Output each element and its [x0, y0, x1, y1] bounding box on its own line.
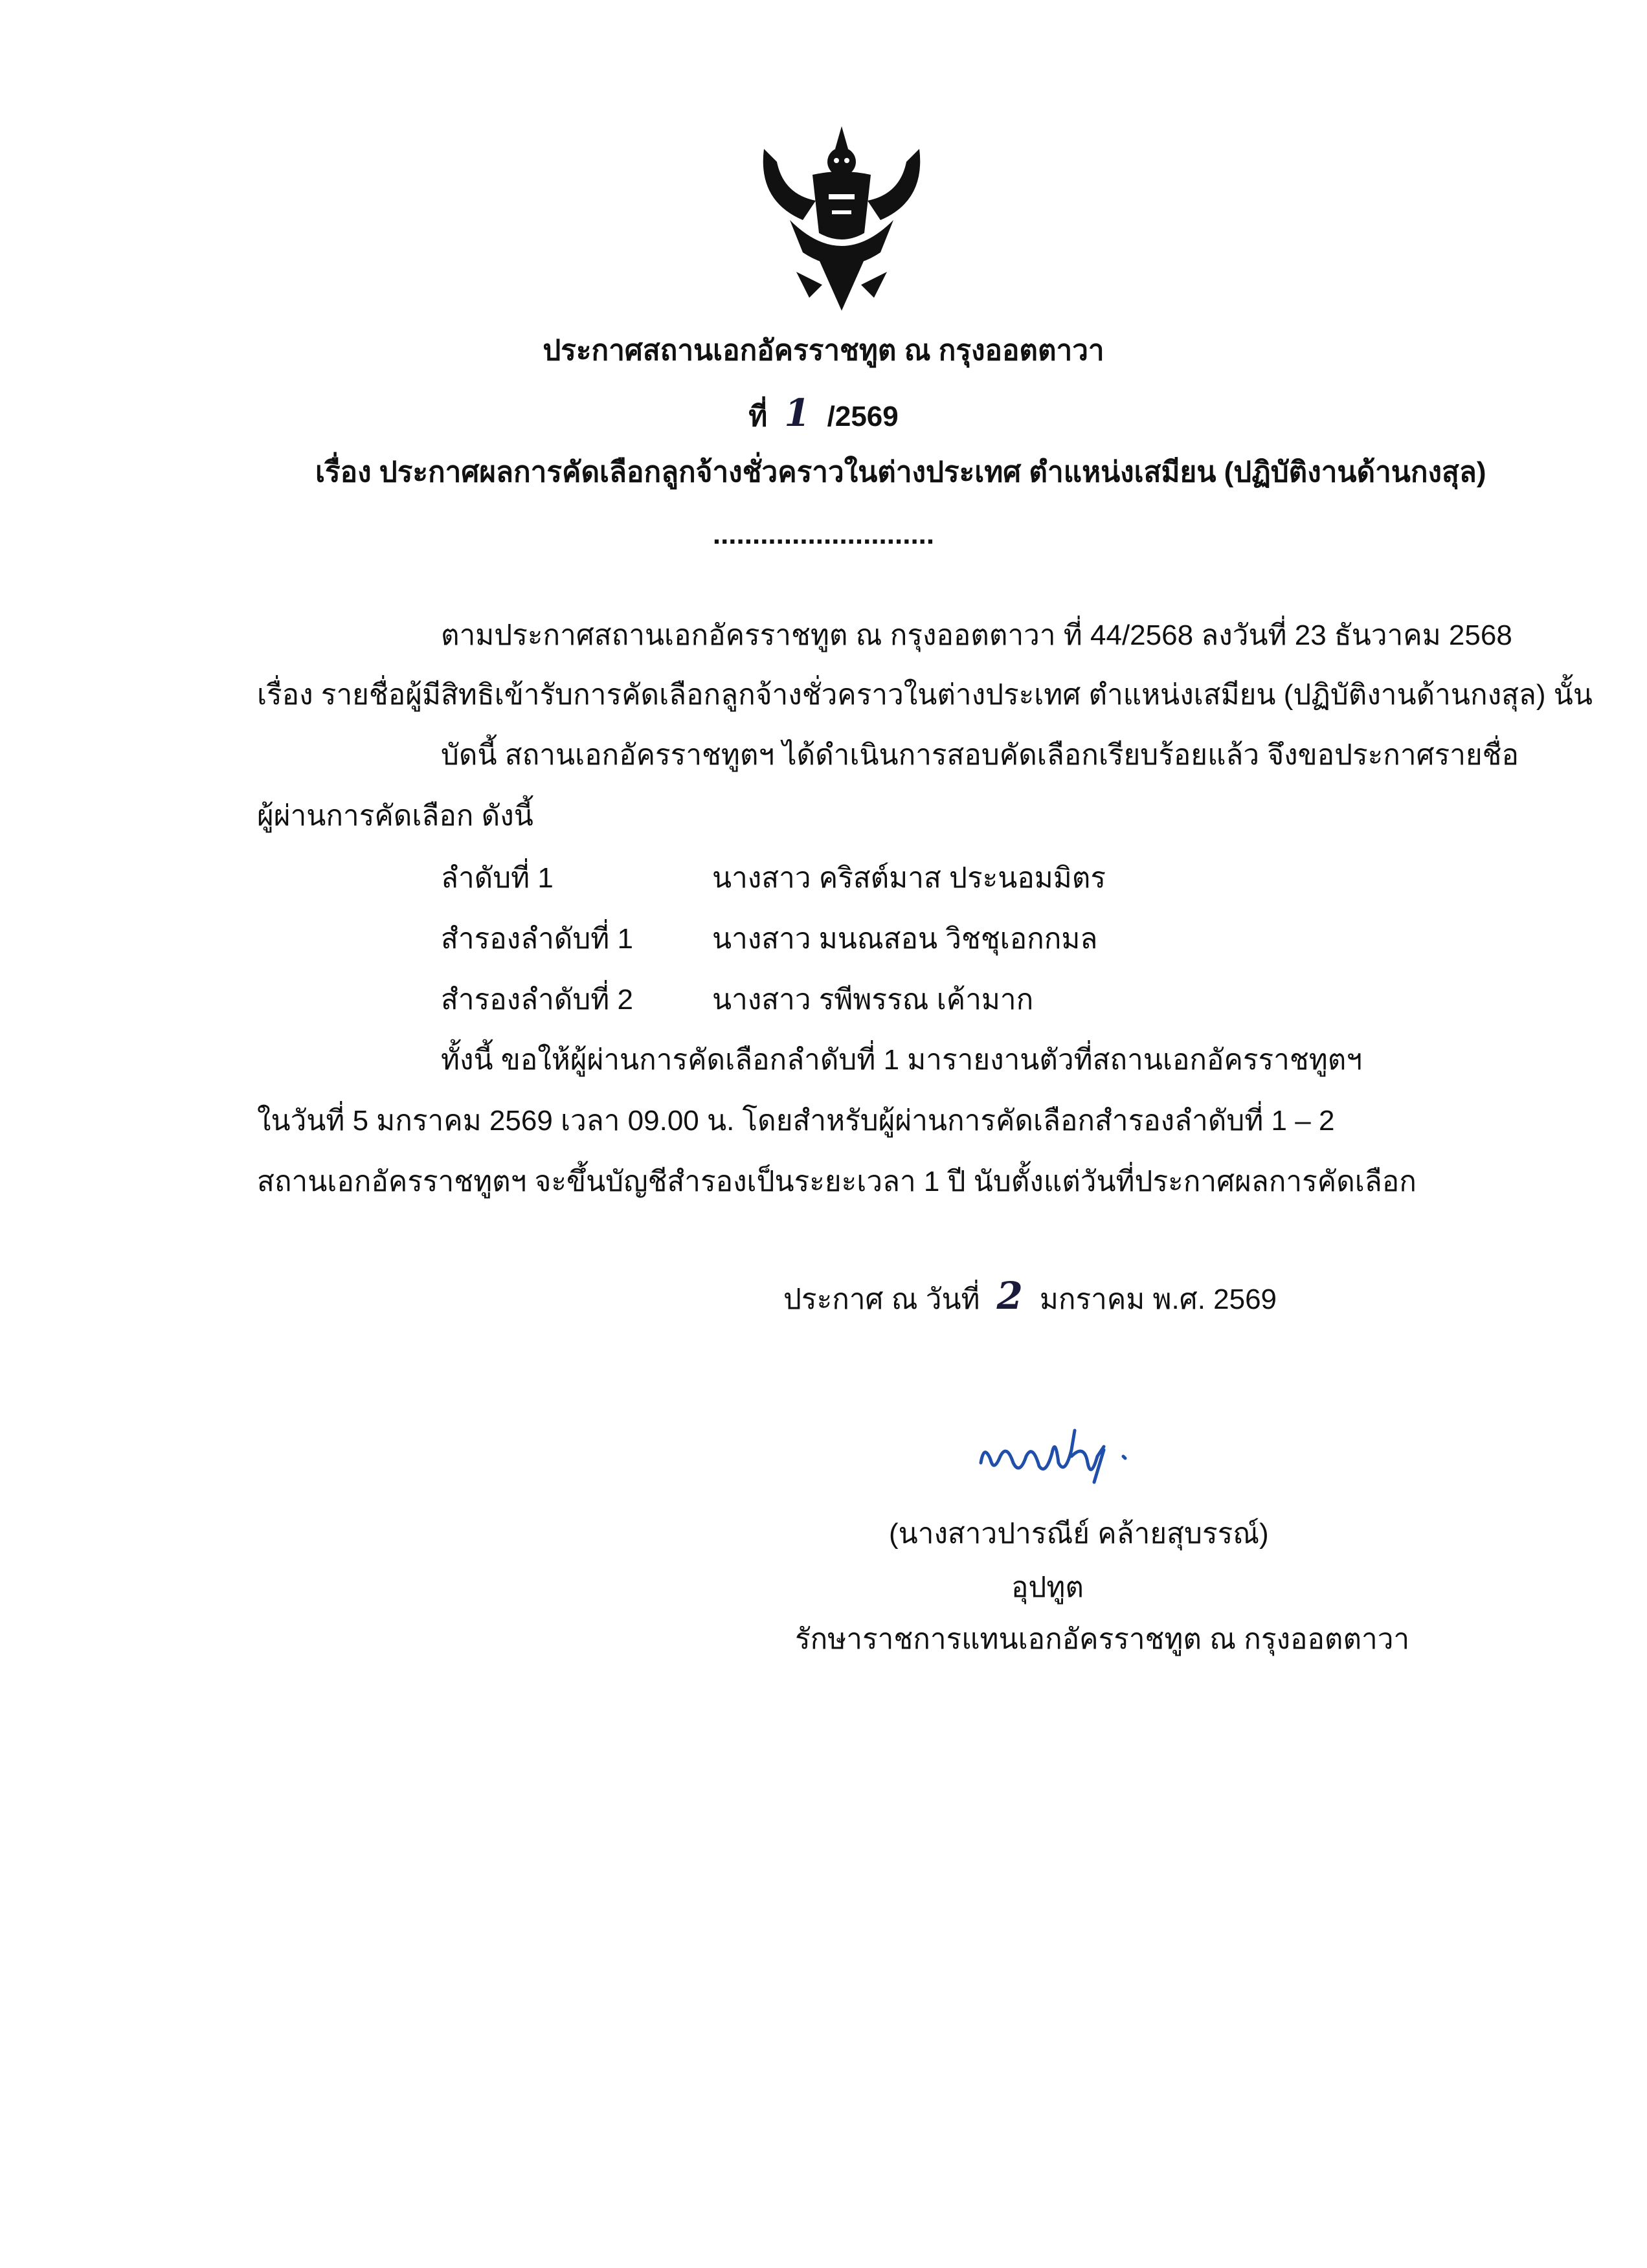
- para3-line1: ทั้งนี้ ขอให้ผู้ผ่านการคัดเลือกลำดับที่ 1 มารายงานตัวที่สถานเอกอัครราชทูตฯ: [441, 1044, 1363, 1076]
- signer-role: รักษาราชการแทนเอกอัครราชทูต ณ กรุงออตตาวา: [795, 1623, 1410, 1655]
- date-suffix: มกราคม พ.ศ. 2569: [1039, 1284, 1277, 1315]
- para3-line3: สถานเอกอัครราชทูตฯ จะขึ้นบัญชีสำรองเป็นระยะเวลา 1 ปี นับตั้งแต่วันที่ประกาศผลการคัดเลือก: [257, 1166, 1417, 1197]
- result-name: นางสาว คริสต์มาส ประนอมมิตร: [712, 862, 1106, 894]
- announcement-number: [0, 391, 1647, 435]
- para2-line1: บัดนี้ สถานเอกอัครราชทูตฯ ได้ดำเนินการสอบคัดเลือกเรียบร้อยแล้ว จึงขอประกาศรายชื่อ: [441, 739, 1519, 771]
- announcement-date: [783, 1274, 1277, 1318]
- number-prefix: ที่: [748, 401, 768, 432]
- handwritten-number: 1: [784, 391, 811, 435]
- result-rank: สำรองลำดับที่ 1: [441, 923, 633, 955]
- handwritten-day: 2: [996, 1274, 1023, 1318]
- garuda-emblem: [751, 123, 932, 317]
- signer-title: อุปทูต: [1011, 1572, 1084, 1603]
- signer-name: (นางสาวปารณีย์ คล้ายสุบรรณ์): [889, 1518, 1269, 1550]
- result-name: นางสาว รพีพรรณ เค้ามาก: [712, 984, 1034, 1016]
- date-prefix: ประกาศ ณ วันที่: [783, 1284, 980, 1315]
- result-rank: สำรองลำดับที่ 2: [441, 984, 633, 1016]
- number-suffix: /2569: [827, 401, 899, 432]
- para2-line2: ผู้ผ่านการคัดเลือก ดังนี้: [257, 800, 533, 832]
- signature: [974, 1418, 1156, 1489]
- para1-line1: ตามประกาศสถานเอกอัครราชทูต ณ กรุงออตตาวา ที่ 44/2568 ลงวันที่ 23 ธันวาคม 2568: [441, 619, 1512, 651]
- result-name: นางสาว มนณสอน วิชชุเอกกมล: [712, 923, 1098, 955]
- separator: ............................: [712, 518, 935, 550]
- subject: เรื่อง ประกาศผลการคัดเลือกลูกจ้างชั่วคราวในต่างประเทศ ตำแหน่งเสมียน (ปฏิบัติงานด้านกงสุล): [315, 456, 1486, 488]
- para3-line2: ในวันที่ 5 มกราคม 2569 เวลา 09.00 น. โดยสำหรับผู้ผ่านการคัดเลือกสำรองลำดับที่ 1 – 2: [257, 1105, 1335, 1137]
- announcement-title: ประกาศสถานเอกอัครราชทูต ณ กรุงออตตาวา: [543, 335, 1104, 366]
- result-rank: ลำดับที่ 1: [441, 862, 554, 894]
- para1-line2: เรื่อง รายชื่อผู้มีสิทธิเข้ารับการคัดเลือกลูกจ้างชั่วคราวในต่างประเทศ ตำแหน่งเสมียน (ปฏิบัติงานด้านกงสุล) นั้น: [257, 679, 1593, 711]
